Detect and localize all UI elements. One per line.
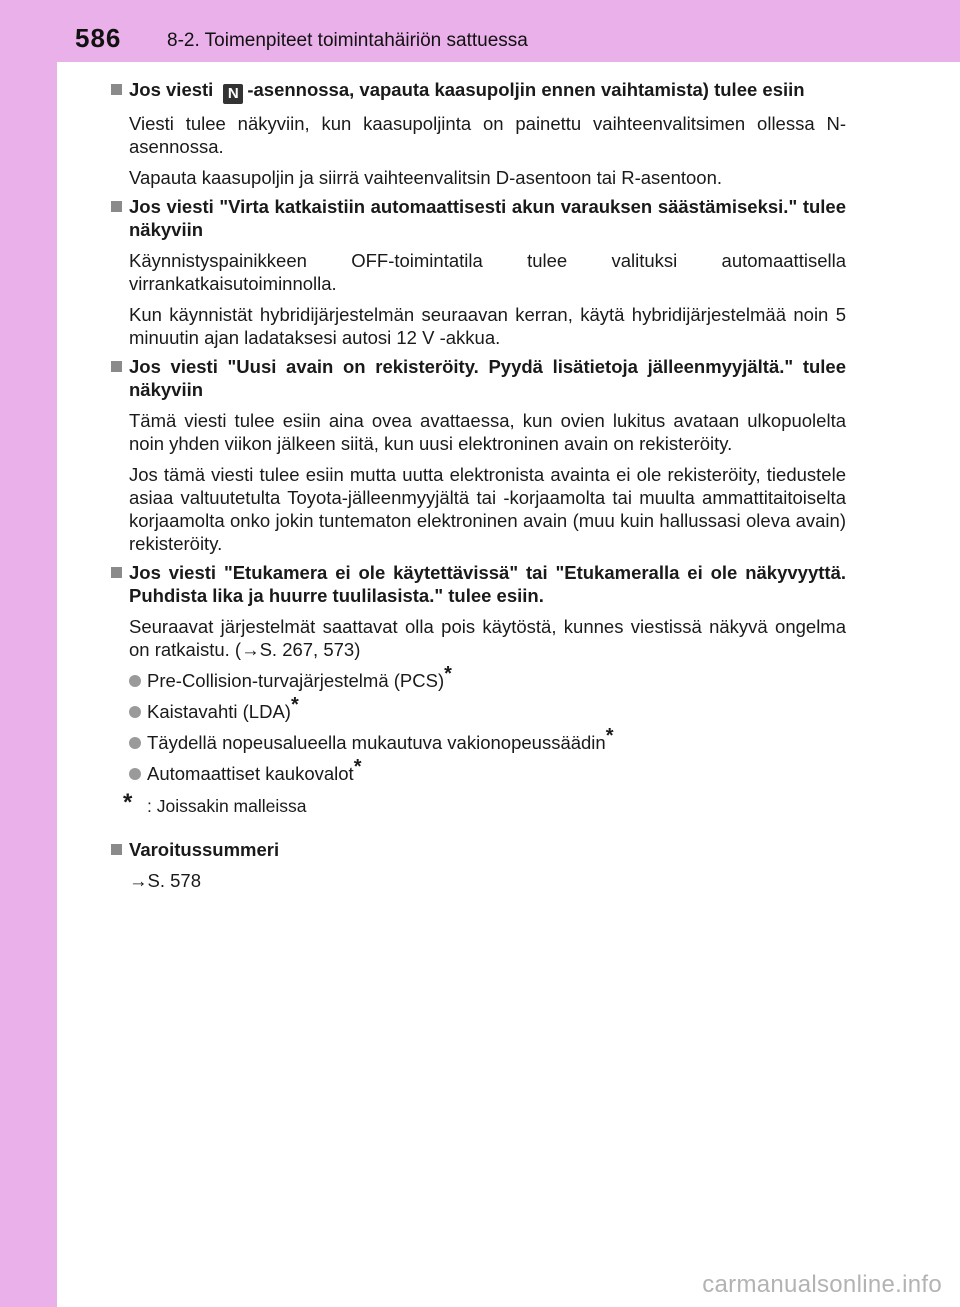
section-title: 8-2. Toimenpiteet toimintahäiriön sattuessa	[167, 30, 528, 51]
square-bullet-icon	[111, 844, 122, 855]
paragraph: Tämä viesti tulee esiin aina ovea avattaessa, kun ovien lukitus avataan ulkopuolelta noin yhden viikon jälkeen siitä, kun uusi elektroninen avain on rekisteröity.	[129, 410, 846, 454]
page-content	[109, 72, 846, 892]
list-item: Kaistavahti (LDA)*	[109, 700, 846, 723]
circle-bullet-icon	[129, 768, 141, 780]
page-reference: →S. 578	[129, 870, 201, 891]
circle-bullet-icon	[129, 737, 141, 749]
square-bullet-icon	[111, 567, 122, 578]
section-heading: Jos viesti N -asennossa, vapauta kaasupoljin ennen vaihtamista) tulee esiin	[109, 78, 846, 104]
section-heading: Varoitussummeri	[109, 838, 846, 861]
paragraph: Jos tämä viesti tulee esiin mutta uutta elektronista avainta ei ole rekisteröity, tiedustele asiaa valtuutetulta Toyota-jälleenmyyjältä tai -korjaamolta tai muulta ammattitaitoiselta korjaamolta onko jokin tuntematon elektroninen avain (muu kuin hallussasi oleva avain) rekisteröity.	[129, 464, 846, 554]
section-heading: Jos viesti "Virta katkaistiin automaattisesti akun varauksen säästämiseksi." tulee näkyviin	[109, 195, 846, 241]
paragraph: Vapauta kaasupoljin ja siirrä vaihteenvalitsin D-asentoon tai R-asentoon.	[129, 167, 723, 188]
side-tab-bar	[0, 0, 57, 1307]
section-heading: Jos viesti "Uusi avain on rekisteröity. Pyydä lisätietoja jälleenmyyjältä." tulee näkyviin	[109, 355, 846, 401]
square-bullet-icon	[111, 361, 122, 372]
list-item: Täydellä nopeusalueella mukautuva vakionopeussäädin*	[109, 731, 846, 754]
section-buzzer	[109, 838, 846, 892]
section-power-off	[109, 195, 846, 349]
section-new-key	[109, 355, 846, 555]
section-heading: Jos viesti "Etukamera ei ole käytettävissä" tai "Etukameralla ei ole näkyvyyttä. Puhdista lika ja huurre tuulilasista." tulee esiin.	[109, 561, 846, 607]
gear-n-icon: N	[223, 84, 243, 104]
square-bullet-icon	[111, 84, 122, 95]
paragraph: Seuraavat järjestelmät saattavat olla pois käytöstä, kunnes viestissä näkyvä ongelma on ratkaistu. (→S. 267, 573)	[129, 616, 846, 660]
paragraph: Kun käynnistät hybridijärjestelmän seuraavan kerran, käytä hybridijärjestelmää noin 5 minuutin ajan ladataksesi autosi 12 V -akkua.	[129, 304, 846, 348]
circle-bullet-icon	[129, 706, 141, 718]
page-number: 586	[75, 23, 122, 53]
section-front-camera	[109, 561, 846, 818]
paragraph: Käynnistyspainikkeen OFF-toimintatila tulee valituksi automaattisella virrankatkaisutoiminnolla.	[129, 250, 846, 294]
section-n-position	[109, 78, 846, 189]
list-item: Automaattiset kaukovalot*	[109, 762, 846, 785]
footnote-mark: *	[123, 789, 133, 816]
watermark: carmanualsonline.info	[702, 1271, 942, 1298]
paragraph: Viesti tulee näkyviin, kun kaasupoljinta on painettu vaihteenvalitsimen ollessa N-asennossa.	[129, 113, 846, 157]
circle-bullet-icon	[129, 675, 141, 687]
square-bullet-icon	[111, 201, 122, 212]
footnote: * : Joissakin malleissa	[123, 789, 307, 816]
list-item: Pre-Collision-turvajärjestelmä (PCS)*	[109, 669, 846, 692]
